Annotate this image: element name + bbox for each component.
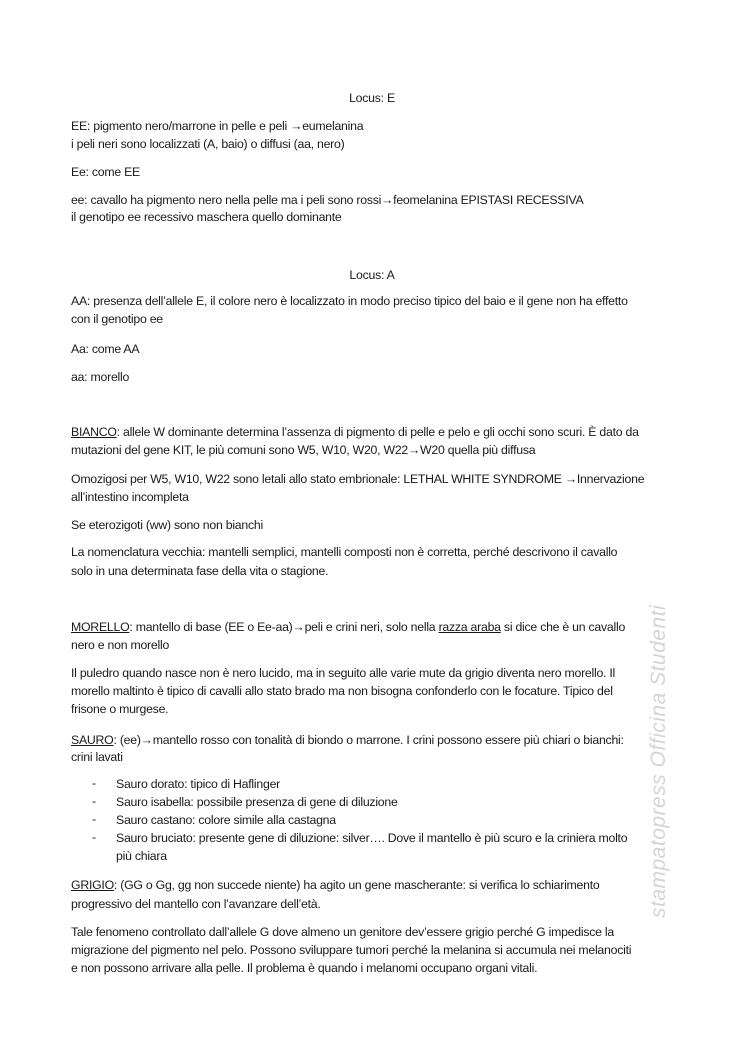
text: : mantello di base (EE o Ee-aa)→peli e crini neri, solo nella (129, 620, 439, 634)
text-line (71, 732, 624, 748)
text-line: progressivo del mantello con l’avanzare dell’età. (71, 897, 321, 911)
text: si dice che è un cavallo (500, 620, 626, 634)
text-line: Il puledro quando nasce non è nero lucido, ma in seguito alle varie mute da grigio diventa nero morello. Il (71, 666, 616, 680)
text-line: nero e non morello (71, 638, 170, 652)
underlined-text: razza araba (438, 620, 501, 634)
text-line: La nomenclatura vecchia: mantelli semplici, mantelli composti non è corretta, perché descrivono il cavallo (71, 545, 618, 559)
text-line: frisone o murgese. (71, 702, 169, 716)
text-line (71, 619, 625, 635)
text-line: EE: pigmento nero/marrone in pelle e peli →eumelanina (71, 119, 364, 133)
list-item: Sauro isabella: possibile presenza di gene di diluzione (116, 795, 398, 809)
text-line: Ee: come EE (71, 165, 141, 179)
text-line: Omozigosi per W5, W10, W22 sono letali allo stato embrionale: LETHAL WHITE SYNDROME →Innervazione (71, 472, 645, 486)
locus-a-heading: Locus: A (349, 268, 395, 282)
list-item: Sauro dorato: tipico di Haflinger (116, 777, 281, 791)
text-line: ee: cavallo ha pigmento nero nella pelle ma i peli sono rossi→feomelanina EPISTASI RECESSIVA (71, 193, 584, 207)
text-line: mutazioni del gene KIT, le più comuni sono W5, W10, W20, W22→W20 quella più diffusa (71, 443, 536, 457)
bullet: - (92, 776, 96, 790)
text: : (GG o Gg, gg non succede niente) ha agito un gene mascherante: si verifica lo schiarimento (113, 878, 600, 892)
text-line: e non possono arrivare alla pelle. Il problema è quando i melanomi occupano organi vitali. (71, 961, 538, 975)
text-line (71, 877, 599, 893)
text-line: Se eterozigoti (ww) sono non bianchi (71, 518, 263, 532)
text-line: morello maltinto è tipico di cavalli allo stato brado ma non bisogna confonderlo con le focature. Tipico del (71, 684, 613, 698)
watermark: stampatopress Officina Studenti (647, 604, 670, 918)
text-line: Aa: come AA (71, 342, 140, 356)
list-item-continuation: più chiara (116, 849, 167, 863)
text: : (ee)→mantello rosso con tonalità di biondo o marrone. I crini possono essere più chiari o bianchi: (113, 733, 624, 747)
bullet: - (92, 830, 96, 844)
grigio-label: GRIGIO (71, 878, 114, 892)
text: : allele W dominante determina l’assenza di pigmento di pelle e pelo e gli occhi sono scuri. È dato da (116, 425, 639, 439)
list-item: Sauro bruciato: presente gene di diluzione: silver…. Dove il mantello è più scuro e la criniera molto (116, 831, 628, 845)
text-line: solo in una determinata fase della vita o stagione. (71, 564, 329, 578)
bullet: - (92, 812, 96, 826)
text-line: il genotipo ee recessivo maschera quello dominante (71, 210, 342, 224)
morello-label: MORELLO (71, 620, 130, 634)
text-line (71, 424, 639, 440)
text-line: crini lavati (71, 750, 123, 764)
text-line: i peli neri sono localizzati (A, baio) o diffusi (aa, nero) (71, 137, 345, 151)
bullet: - (92, 794, 96, 808)
text-line: aa: morello (71, 370, 130, 384)
text-line: migrazione del pigmento nel pelo. Possono sviluppare tumori perché la melanina si accumula nei melanociti (71, 943, 632, 957)
text-line: AA: presenza dell’allele E, il colore nero è localizzato in modo preciso tipico del baio e il gene non ha effetto (71, 294, 628, 308)
bianco-label: BIANCO (71, 425, 117, 439)
text-line: Tale fenomeno controllato dall’allele G dove almeno un genitore dev’essere grigio perché G impedisce la (71, 925, 614, 939)
locus-e-heading: Locus: E (349, 91, 395, 105)
list-item: Sauro castano: colore simile alla castagna (116, 813, 336, 827)
sauro-label: SAURO (71, 733, 114, 747)
text-line: all’intestino incompleta (71, 490, 189, 504)
text-line: con il genotipo ee (71, 312, 163, 326)
